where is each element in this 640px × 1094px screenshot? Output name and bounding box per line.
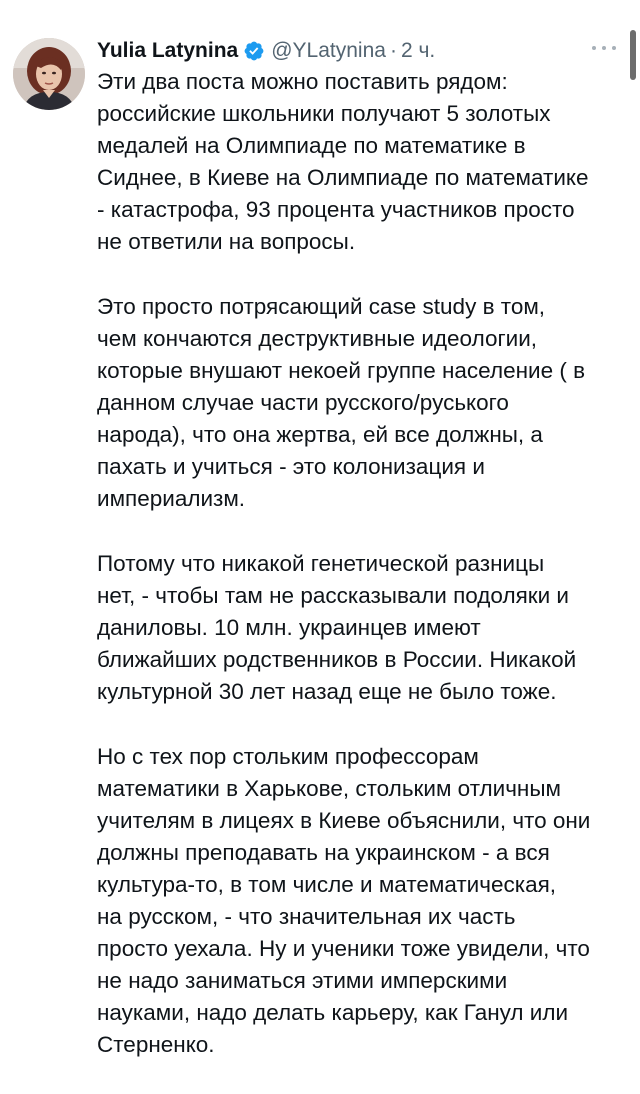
text-line: медалей на Олимпиаде по математике в <box>97 133 526 158</box>
text-line: империализм. <box>97 486 246 511</box>
tweet-text <box>97 66 637 1094</box>
text-line: данном случае части русского/руського <box>97 390 509 415</box>
avatar[interactable] <box>13 38 85 110</box>
text-line: Но с тех пор стольким профессорам <box>97 744 479 769</box>
text-line: Это просто потрясающий case study в том, <box>97 294 546 319</box>
post-time[interactable]: 2 ч. <box>400 39 436 62</box>
header-separator: · <box>389 39 397 62</box>
paragraph <box>97 291 637 515</box>
author-handle[interactable]: @YLatynina <box>271 39 386 62</box>
paragraph <box>97 548 637 708</box>
text-line: Стерненко. <box>97 1032 215 1057</box>
text-line: не ответили на вопросы. <box>97 229 356 254</box>
avatar-photo <box>13 38 85 110</box>
text-line: учителям в лицеях в Киеве объяснили, что они <box>97 808 591 833</box>
text-line: Эти два поста можно поставить рядом: <box>97 69 508 94</box>
text-line: науками, надо делать карьеру, как Ганул или <box>97 1000 569 1025</box>
text-line: культурной 30 лет назад еще не было тоже. <box>97 679 557 704</box>
text-line: культура-то, в том числе и математическая, <box>97 872 557 897</box>
text-line: ближайших родственников в России. Никакой <box>97 647 577 672</box>
text-line: просто уехала. Ну и ученики тоже увидели, что <box>97 936 590 961</box>
text-line: должны преподавать на украинском - а вся <box>97 840 550 865</box>
text-line: на русском, - что значительная их часть <box>97 904 516 929</box>
text-line: - катастрофа, 93 процента участников просто <box>97 197 575 222</box>
paragraph <box>97 66 637 258</box>
author-name[interactable]: Yulia Latynina <box>97 39 239 62</box>
text-line: не надо заниматься этими имперскими <box>97 968 508 993</box>
text-line: чем кончаются деструктивные идеологии, <box>97 326 538 351</box>
tweet-header <box>97 37 435 65</box>
text-line: российские школьники получают 5 золотых <box>97 101 551 126</box>
text-line: пахать и учиться - это колонизация и <box>97 454 485 479</box>
text-line: даниловы. 10 млн. украинцев имеют <box>97 615 481 640</box>
text-line: которые внушают некоей группе население ( в <box>97 358 586 383</box>
verified-badge-icon <box>243 40 265 62</box>
text-line: народа), что она жертва, ей все должны, а <box>97 422 543 447</box>
paragraph <box>97 741 637 1061</box>
more-options-icon[interactable] <box>592 38 616 58</box>
text-line: Потому что никакой генетической разницы <box>97 551 545 576</box>
text-line: нет, - чтобы там не рассказывали подоляки и <box>97 583 569 608</box>
text-line: математики в Харькове, стольким отличным <box>97 776 561 801</box>
text-line: Сиднее, в Киеве на Олимпиаде по математике <box>97 165 589 190</box>
